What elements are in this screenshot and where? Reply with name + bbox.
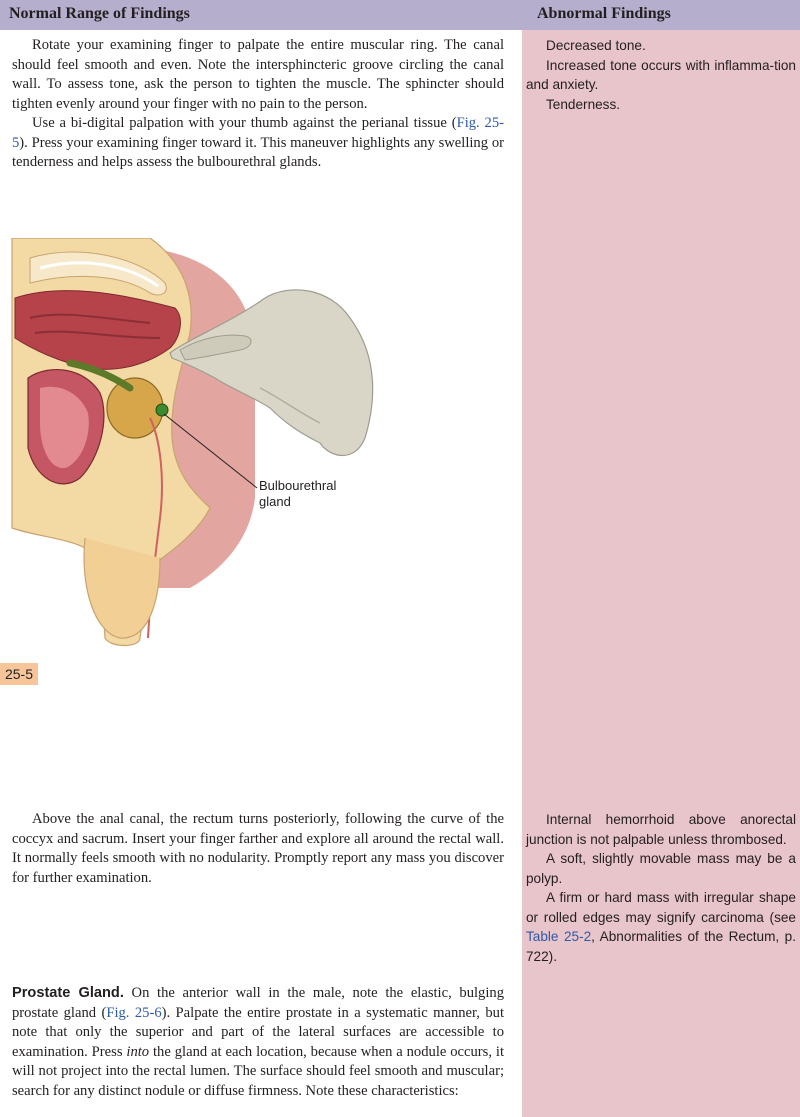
text: Use a bi-digital palpation with your thumb against the perianal tissue (: [32, 115, 457, 131]
figure-number-label: 25-5: [0, 663, 38, 685]
table-header: [0, 0, 800, 30]
callout-line: gland: [259, 494, 291, 509]
paragraph: [12, 114, 504, 173]
abnormal-item: Internal hemorrhoid above anorectal junction is not palpable unless thrombosed.: [526, 812, 796, 847]
abnormal-findings-block-2: [526, 810, 796, 966]
normal-findings-heading: Normal Range of Findings: [9, 5, 190, 22]
anatomical-illustration: [0, 238, 400, 648]
normal-findings-block-1: [12, 36, 504, 173]
callout-line: Bulbourethral: [259, 478, 337, 493]
section-heading: Prostate Gland.: [12, 985, 124, 1001]
emphasis: into: [126, 1043, 150, 1060]
text: ). Press your examining finger toward it. This maneuver highlights any swelling or tenderness and helps assess the bulbourethral glands.: [12, 134, 504, 170]
abnormal-item: Tenderness.: [546, 96, 621, 112]
text: A firm or hard mass with irregular shape or rolled edges may signify carcinoma (see: [526, 890, 796, 925]
table-link[interactable]: Table 25-2: [526, 929, 592, 944]
text: On the anterior wall in the male, note the elastic, bulging prostate gland (: [12, 985, 504, 1021]
abnormal-item: [526, 888, 796, 966]
figure-link[interactable]: Fig. 25-6: [106, 1004, 162, 1021]
bulbourethral-gland: [156, 404, 168, 416]
abnormal-item: Increased tone occurs with inflamma-tion and anxiety.: [526, 57, 796, 92]
normal-findings-block-2: [12, 810, 504, 888]
normal-findings-block-3: [12, 984, 504, 1101]
abnormal-item: A soft, slightly movable mass may be a polyp.: [526, 851, 796, 886]
abnormal-findings-heading: Abnormal Findings: [537, 5, 671, 22]
figure-link[interactable]: Fig. 25-5: [12, 115, 504, 151]
text: ). Palpate the entire prostate in a systematic manner, but note that only the superior and part of the lateral surfaces are accessible to examination. Press: [12, 1004, 505, 1060]
abnormal-item: Decreased tone.: [546, 38, 646, 53]
paragraph: Rotate your examining finger to palpate the entire muscular ring. The canal should feel smooth and even. Note the intersphincteric groove circling the canal wall. To assess tone, ask the person to tighten the muscle. The sphincter should tighten evenly around your finger with no pain to the person.: [12, 37, 504, 112]
paragraph: [12, 984, 504, 1101]
paragraph: Above the anal canal, the rectum turns posteriorly, following the curve of the coccyx and sacrum. Insert your finger farther and explore all around the rectal wall. It normally feels smooth with no nodularity. Promptly report any mass you discover for further examination.: [12, 811, 504, 886]
abnormal-findings-block-1: [526, 36, 796, 114]
text: , Abnormalities of the Rectum, p. 722).: [526, 929, 797, 964]
text: the gland at each location, because when a nodule occurs, it will not project into the rectal lumen. The surface should feel smooth and muscular; search for any distinct nodule or diffuse firmness. Note these characteristics:: [12, 1043, 504, 1099]
callout-bulbourethral: [259, 478, 336, 510]
